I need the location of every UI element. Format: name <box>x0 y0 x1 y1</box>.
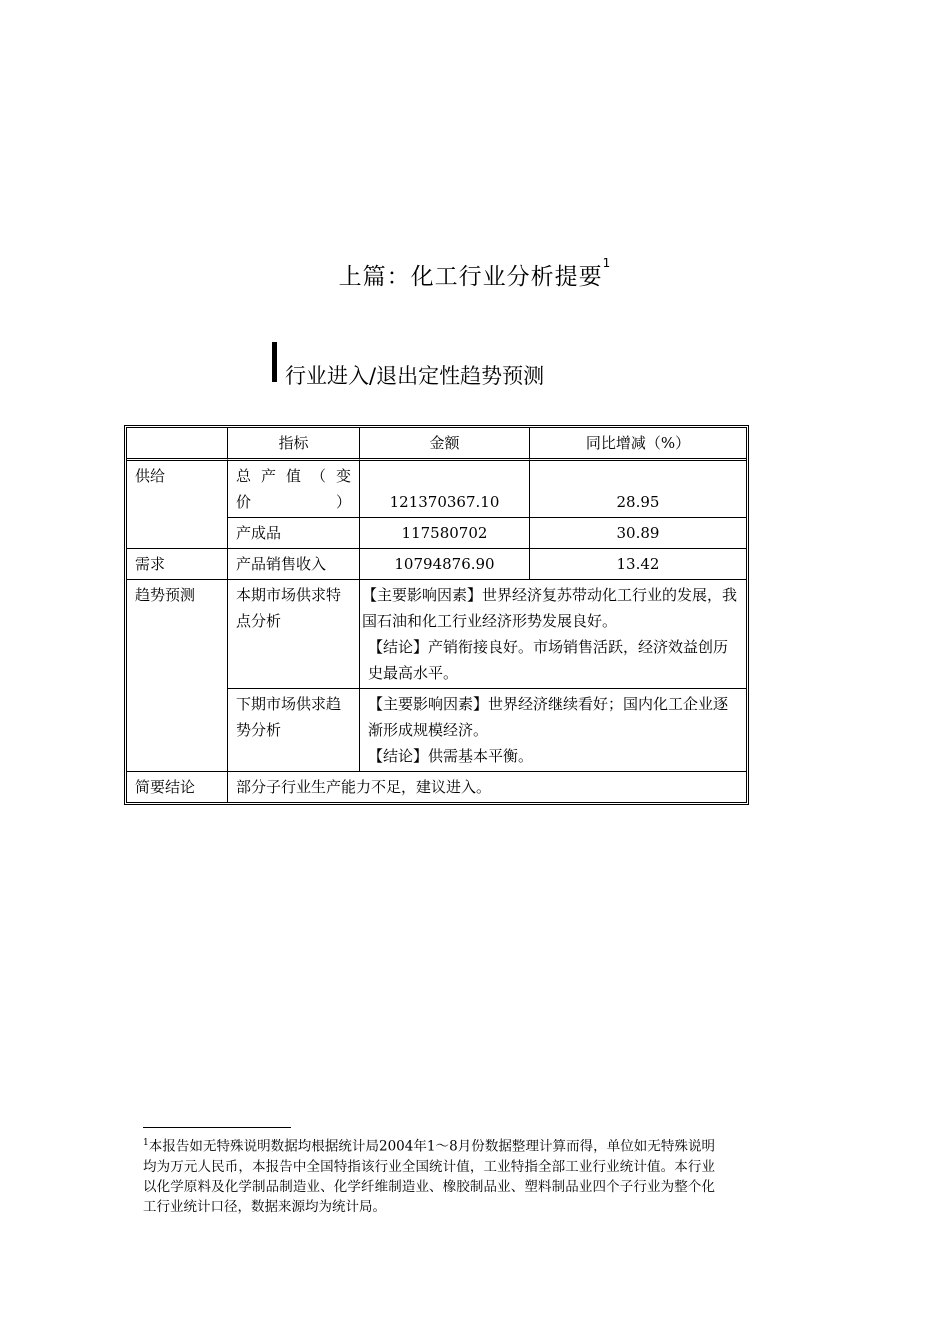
trend-analysis-cell <box>360 580 746 689</box>
trend-conclusion: 【结论】产销衔接良好。市场销售活跃，经济效益创历史最高水平。 <box>368 638 729 682</box>
footnote-text: 本报告如无特殊说明数据均根据统计局2004年1～8月份数据整理计算而得，单位如无特殊说明均为万元人民币，本报告中全国特指该行业全国统计值，工业特指全部工业行业统计值。本行业以化学原料及化学制品制造业、化学纤维制造业、橡胶制品业、塑料制品业四个子行业为整个化工行业统计口径，数据来源均为统计局。 <box>143 1138 715 1215</box>
summary-text: 部分子行业生产能力不足，建议进入。 <box>236 778 492 796</box>
change-cell: 13.42 <box>530 549 746 580</box>
category-supply: 供给 <box>127 461 228 549</box>
category-demand: 需求 <box>127 549 228 580</box>
indicator-cell: 本期市场供求特点分析 <box>228 580 360 689</box>
footnote-ref[interactable]: 1 <box>602 256 612 270</box>
header-cell-indicator: 指标 <box>228 428 360 461</box>
trend-analysis-cell <box>360 689 746 772</box>
section-heading <box>272 342 544 388</box>
trend-conclusion: 【结论】供需基本平衡。 <box>368 747 534 765</box>
indicator-cell: 产成品 <box>228 518 360 549</box>
table-header-row <box>127 428 746 461</box>
page-title <box>0 258 950 291</box>
page-title-text: 上篇：化工行业分析提要 <box>338 264 603 290</box>
section-title: 行业进入/退出定性趋势预测 <box>285 364 545 388</box>
table-row <box>127 580 746 689</box>
change-cell: 28.95 <box>530 461 746 518</box>
footnote-marker: 1 <box>143 1138 149 1148</box>
indicator-cell: 下期市场供求趋势分析 <box>228 689 360 772</box>
indicator-cell <box>228 461 360 518</box>
indicator-text: 总 产 值 （ 变 价） <box>236 467 351 511</box>
footnote-divider <box>143 1127 291 1128</box>
footnote <box>143 1133 715 1217</box>
change-cell: 30.89 <box>530 518 746 549</box>
table-row <box>127 772 746 802</box>
amount-cell: 121370367.10 <box>360 461 530 518</box>
header-cell-empty <box>127 428 228 461</box>
category-summary: 简要结论 <box>127 772 228 802</box>
header-cell-change: 同比增减（%） <box>530 428 746 461</box>
analysis-table <box>124 425 749 805</box>
table-row <box>127 461 746 518</box>
section-bar <box>272 342 277 382</box>
trend-factors: 【主要影响因素】世界经济继续看好；国内化工企业逐渐形成规模经济。 <box>368 695 729 739</box>
category-trend: 趋势预测 <box>127 580 228 772</box>
indicator-cell: 产品销售收入 <box>228 549 360 580</box>
table-row <box>127 549 746 580</box>
amount-cell: 117580702 <box>360 518 530 549</box>
trend-factors: 【主要影响因素】世界经济复苏带动化工行业的发展，我国石油和化工行业经济形势发展良好。 <box>362 586 738 630</box>
amount-cell: 10794876.90 <box>360 549 530 580</box>
header-cell-amount: 金额 <box>360 428 530 461</box>
